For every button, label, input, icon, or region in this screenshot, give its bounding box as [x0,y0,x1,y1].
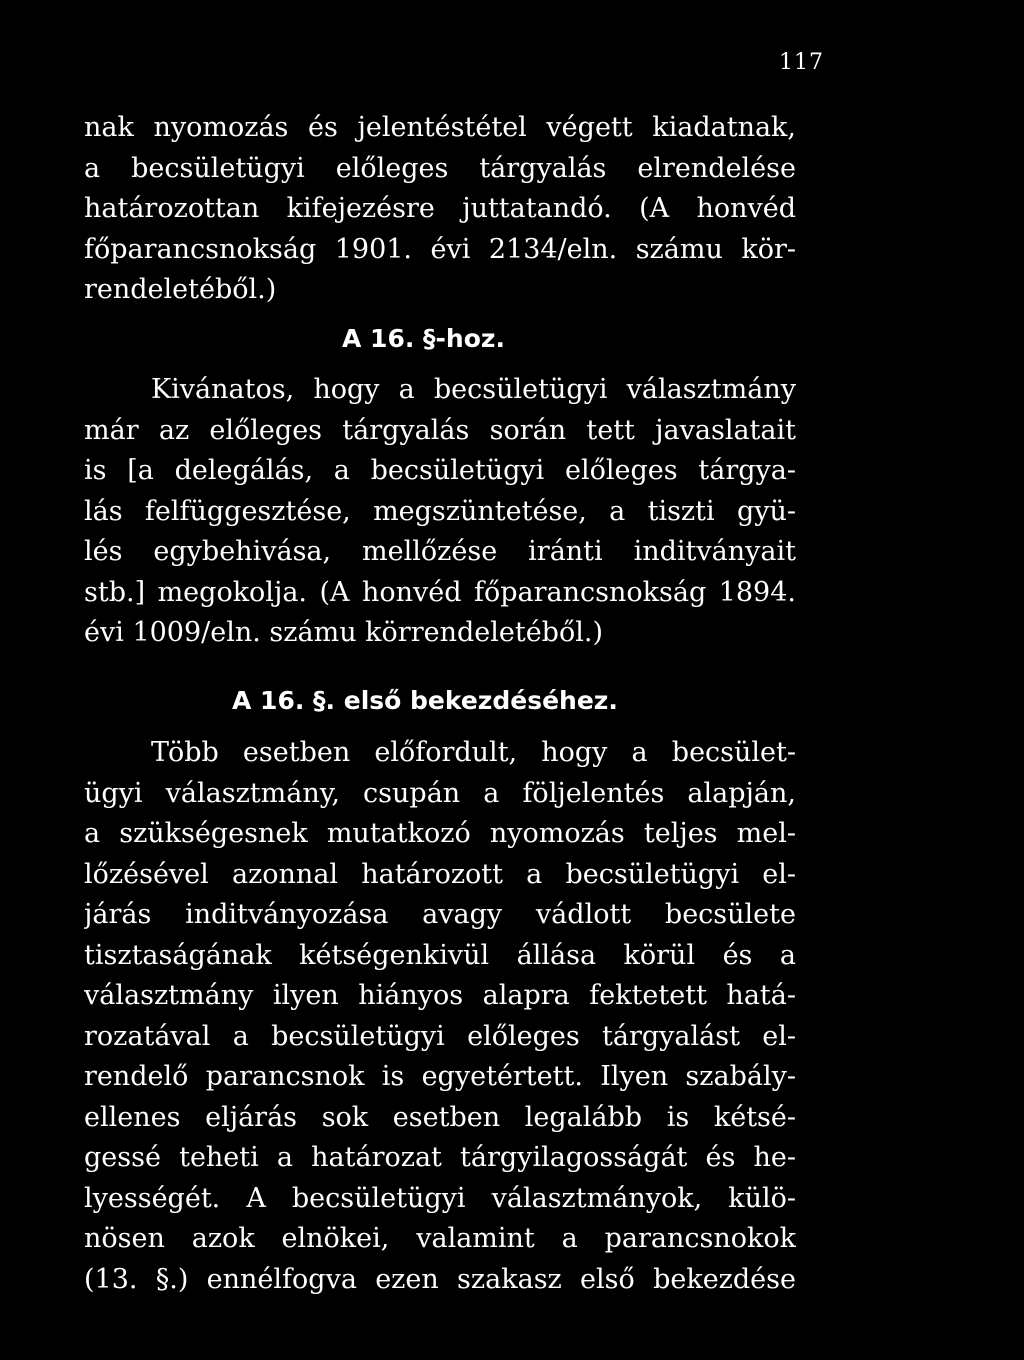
text-line: stb.] megokolja. (A honvéd főparancsnokság 1894. [84,576,796,608]
text-line: határozottan kifejezésre juttatandó. (A honvéd [84,193,796,224]
text-line: már az előleges tárgyalás során tett javaslatait [84,414,796,446]
text-line: rozatával a becsületügyi előleges tárgyalást el- [84,1020,796,1052]
text-line: lés egybehivása, mellőzése iránti inditványait [84,536,796,567]
text-line: lás felfüggesztése, megszüntetése, a tiszti gyü- [84,495,796,527]
text-line: is [a delegálás, a becsületügyi előleges tárgya- [84,455,796,486]
text-line: nösen azok elnökei, valamint a parancsnokok [84,1223,796,1254]
page-number: 117 [779,50,824,75]
text-line: választmány ilyen hiányos alapra fektetett hatá- [84,980,796,1011]
text-line: Több esetben előfordult, hogy a becsület- [151,737,796,768]
text-line: ügyi választmány, csupán a följelentés alapján, [84,777,796,809]
section-heading: A 16. §. első bekezdéséhez. [232,686,618,715]
text-line: lyességét. A becsületügyi választmányok, külö- [84,1182,796,1214]
paragraph-continuation [84,108,796,311]
section-heading: A 16. §-hoz. [342,324,505,353]
text-line: főparancsnokság 1901. évi 2134/eln. számu kör- [84,233,796,265]
text-line: lőzésével azonnal határozott a becsületügyi el- [84,858,796,890]
text-line: nak nyomozás és jelentéstétel végett kiadatnak, [84,112,796,143]
paragraph-main [84,733,796,1300]
text-line: járás inditványozása avagy vádlott becsülete [84,899,796,930]
text-line: évi 1009/eln. számu körrendeletéből.) [84,617,603,648]
text-line: a szükségesnek mutatkozó nyomozás teljes mel- [84,818,796,849]
text-line: gessé teheti a határozat tárgyilagosságát és he- [84,1142,796,1173]
text-line: rendeletéből.) [84,274,277,305]
text-line: ellenes eljárás sok esetben legalább is kétsé- [84,1101,796,1133]
text-line: a becsületügyi előleges tárgyalás elrendelése [84,152,796,184]
text-line: (13. §.) ennélfogva ezen szakasz első bekezdése [84,1263,796,1295]
paragraph-recommendation [84,370,796,654]
text-line: Kivánatos, hogy a becsületügyi választmány [151,374,796,405]
text-line: rendelő parancsnok is egyetértett. Ilyen szabály- [84,1061,796,1092]
text-line: tisztaságának kétségenkivül állása körül és a [84,939,796,971]
